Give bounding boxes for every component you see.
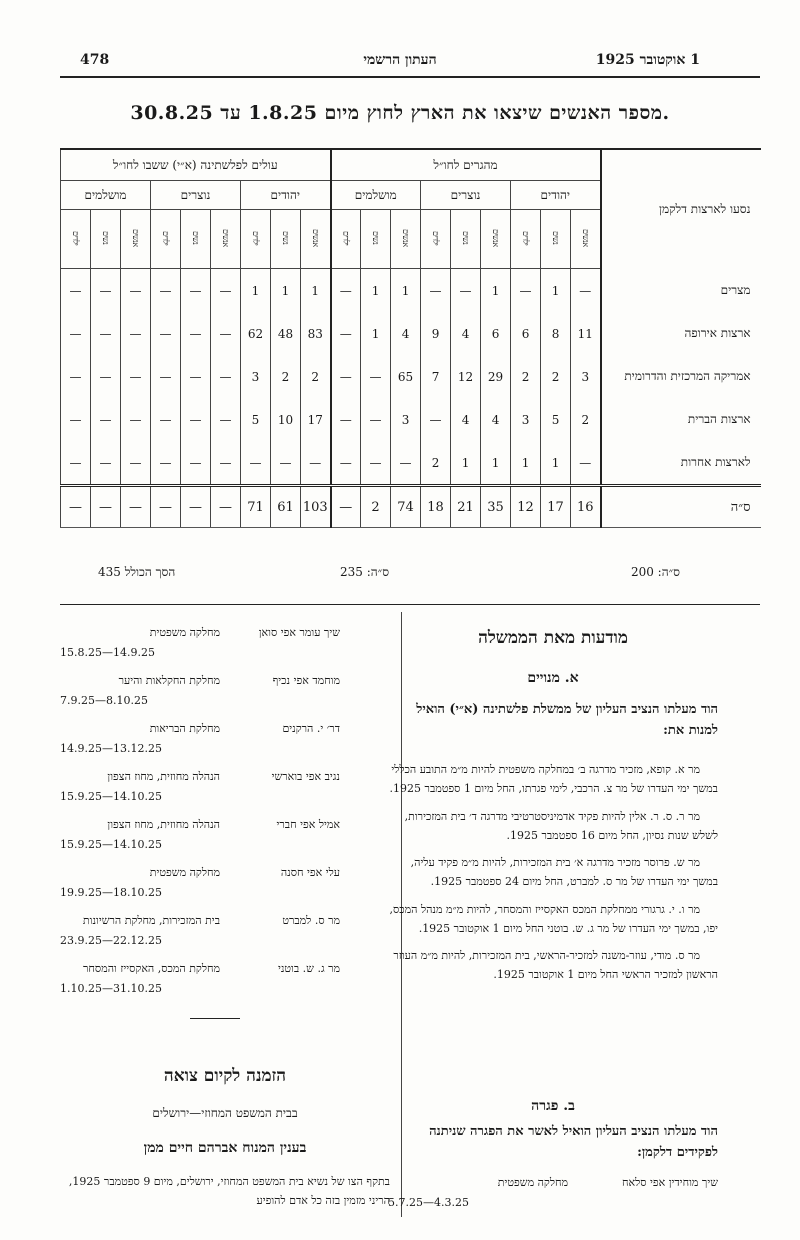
sub-header xyxy=(91,210,121,269)
table-cell: 61 xyxy=(271,486,301,528)
table-cell: 2 xyxy=(571,398,601,441)
table-row xyxy=(61,312,761,355)
sub-header-label: ילדים xyxy=(431,230,441,246)
total-emigrants: ס״ה: 200 xyxy=(630,565,680,579)
religion-header: יהודים xyxy=(511,181,601,210)
table-cell: 4 xyxy=(451,398,481,441)
leave-intro: הוד מעלתו הנציב העליון הואיל לאשר את הפגרה שניתנה לפקידים דלקמן: xyxy=(429,1124,718,1160)
table-cell: 1 xyxy=(511,441,541,486)
table-cell: 48 xyxy=(271,312,301,355)
table-cell: — xyxy=(331,441,361,486)
table-title: מספר האנשים שיצאו את הארץ לחוץ מיום 1.8.25 עד 30.8.25. xyxy=(130,102,670,124)
leave-dates: 8.10.25—7.9.25 xyxy=(60,694,148,707)
table-cell: — xyxy=(211,312,241,355)
newspaper-name: העתון הרשמי xyxy=(363,52,437,68)
leave-dates: 14.10.25—15.9.25 xyxy=(60,790,162,803)
table-cell: 17 xyxy=(541,486,571,528)
table-cell: — xyxy=(271,441,301,486)
table-cell: — xyxy=(151,486,181,528)
leave-dept: בית המזכירות, מחלקת הרשיונות xyxy=(82,914,220,927)
table-cell: 10 xyxy=(271,398,301,441)
sub-header xyxy=(421,210,451,269)
table-cell: — xyxy=(211,355,241,398)
sub-header-label: ילדים xyxy=(341,230,351,246)
table-cell: — xyxy=(181,486,211,528)
table-cell: — xyxy=(61,269,91,313)
sub-header xyxy=(391,210,421,269)
table-cell: 8 xyxy=(541,312,571,355)
sub-header-label: ילדים xyxy=(521,230,531,246)
table-cell: — xyxy=(91,355,121,398)
leave-name: נגיב אפי בוארשי xyxy=(271,770,340,783)
leave-name: מר ס. למברט xyxy=(282,914,340,927)
short-divider xyxy=(190,1018,240,1019)
table-cell: — xyxy=(121,441,151,486)
leave-dept: מחלקה משפטית xyxy=(497,1176,568,1189)
table-cell: — xyxy=(151,441,181,486)
religion-header: מושלמים xyxy=(61,181,151,210)
summons-heading: הזמנה לקיום צואה xyxy=(163,1066,287,1086)
table-cell: 4 xyxy=(451,312,481,355)
leave-name: עלי אפי חסנה xyxy=(280,866,340,879)
table-cell: — xyxy=(331,398,361,441)
sub-header-label: אנשים xyxy=(580,229,590,247)
leave-dept: מחלקה משפטית xyxy=(149,866,220,879)
table-cell: — xyxy=(151,398,181,441)
table-cell: — xyxy=(361,355,391,398)
table-cell: 3 xyxy=(571,355,601,398)
table-cell: 1 xyxy=(271,269,301,313)
sub-header xyxy=(271,210,301,269)
leave-name: מוחמד אפי נכיף xyxy=(272,674,340,687)
sub-header xyxy=(481,210,511,269)
table-cell: — xyxy=(61,486,91,528)
sub-header-label: נשים xyxy=(551,231,561,245)
table-cell: — xyxy=(181,398,211,441)
table-cell: — xyxy=(61,355,91,398)
leave-name: שיך מוחידין אפי סלאח xyxy=(621,1176,718,1189)
group-emigrants: מהגרים לחו״ל xyxy=(331,149,601,181)
table-cell: 18 xyxy=(421,486,451,528)
table-cell: — xyxy=(301,441,331,486)
table-cell: 74 xyxy=(391,486,421,528)
row-label: ס״ה xyxy=(601,486,761,528)
table-cell: 1 xyxy=(481,441,511,486)
table-cell: 2 xyxy=(541,355,571,398)
sub-header-label: נשים xyxy=(101,231,110,245)
table-cell: 103 xyxy=(301,486,331,528)
leave-dates: 18.10.25—19.9.25 xyxy=(60,886,162,899)
table-cell: — xyxy=(91,312,121,355)
table-cell: — xyxy=(331,312,361,355)
sub-header-label: ילדים xyxy=(71,230,80,246)
table-cell: 3 xyxy=(241,355,271,398)
row-label: לארצות אחרות xyxy=(601,441,761,486)
table-cell: 1 xyxy=(541,441,571,486)
table-cell: 17 xyxy=(301,398,331,441)
religion-header: יהודים xyxy=(241,181,331,210)
table-cell: — xyxy=(571,441,601,486)
sub-header-label: אנשים xyxy=(491,229,501,247)
header-rule xyxy=(60,76,760,78)
table-cell: 3 xyxy=(511,398,541,441)
section-b-heading: ב. פגרה xyxy=(531,1098,575,1114)
religion-header: נוצרים xyxy=(151,181,241,210)
leave-entry xyxy=(60,674,340,718)
appointments-intro: הוד מעלתו הנציב העליון של ממשלת פלשתינה (א״י) הואיל למנות את: xyxy=(416,702,718,738)
religion-header: נוצרים xyxy=(421,181,511,210)
table-cell: — xyxy=(211,486,241,528)
table-cell: — xyxy=(91,398,121,441)
table-cell: 6 xyxy=(481,312,511,355)
religion-header: מושלמים xyxy=(331,181,421,210)
table-cell: — xyxy=(181,441,211,486)
table-cell: — xyxy=(361,398,391,441)
issue-date: 1 אוקטובר 1925 xyxy=(595,52,700,68)
table-cell: — xyxy=(211,398,241,441)
sub-header xyxy=(301,210,331,269)
table-cell: 1 xyxy=(361,312,391,355)
sub-header-label: אנשים xyxy=(221,229,230,247)
sub-header xyxy=(241,210,271,269)
table-cell: 3 xyxy=(391,398,421,441)
sub-header xyxy=(211,210,241,269)
table-cell: — xyxy=(121,355,151,398)
table-cell: — xyxy=(121,269,151,313)
table-cell: 2 xyxy=(301,355,331,398)
table-cell: 62 xyxy=(241,312,271,355)
table-cell: — xyxy=(241,441,271,486)
table-cell: — xyxy=(91,486,121,528)
table-cell: — xyxy=(181,312,211,355)
leave-name: מר ג. ש. בוטני xyxy=(277,962,340,975)
table-cell: 21 xyxy=(451,486,481,528)
table-cell: 29 xyxy=(481,355,511,398)
leave-dates: 22.12.25—23.9.25 xyxy=(60,934,162,947)
table-cell: — xyxy=(61,312,91,355)
row-label: מצרים xyxy=(601,269,761,313)
total-residents: ס״ה: 235 xyxy=(340,565,390,579)
table-cell: 4 xyxy=(391,312,421,355)
table-cell: — xyxy=(151,312,181,355)
table-cell: — xyxy=(181,269,211,313)
first-leave-entry xyxy=(388,1176,718,1216)
table-row xyxy=(61,398,761,441)
table-cell: 4 xyxy=(481,398,511,441)
sub-header xyxy=(511,210,541,269)
table-cell: 2 xyxy=(511,355,541,398)
sub-header xyxy=(541,210,571,269)
table-cell: 65 xyxy=(391,355,421,398)
table-cell: 1 xyxy=(541,269,571,313)
leave-name: שיך עומר אפי סואן xyxy=(258,626,340,639)
row-label: ארצות הברית xyxy=(601,398,761,441)
table-cell: — xyxy=(61,398,91,441)
table-cell: 1 xyxy=(451,441,481,486)
table-cell: — xyxy=(331,486,361,528)
table-cell: 1 xyxy=(241,269,271,313)
gov-heading: מודעות מאת הממשלה xyxy=(478,628,628,648)
table-cell: 1 xyxy=(391,269,421,313)
table-cell: 71 xyxy=(241,486,271,528)
table-cell: — xyxy=(121,312,151,355)
table-cell: — xyxy=(571,269,601,313)
leave-entry xyxy=(60,722,340,766)
table-cell: — xyxy=(61,441,91,486)
table-row xyxy=(61,486,761,528)
table-cell: 11 xyxy=(571,312,601,355)
table-cell: — xyxy=(211,269,241,313)
sub-header-label: נשים xyxy=(281,231,290,245)
table-cell: 9 xyxy=(421,312,451,355)
section-rule xyxy=(60,604,760,605)
table-cell: — xyxy=(91,441,121,486)
leave-entry xyxy=(60,626,340,670)
leave-entry xyxy=(60,770,340,814)
leave-dept: מחלקת הבריאות xyxy=(149,722,220,735)
sub-header-label: נשים xyxy=(371,231,381,245)
sub-header-label: נשים xyxy=(191,231,200,245)
table-cell: 12 xyxy=(451,355,481,398)
leave-dates: 13.12.25—14.9.25 xyxy=(60,742,162,755)
table-cell: 7 xyxy=(421,355,451,398)
table-cell: — xyxy=(331,355,361,398)
group-residents: עולים לפלשתינה (א״י) ששבו לחו״ל xyxy=(61,149,331,181)
leave-dates: 14.9.25—15.8.25 xyxy=(60,646,155,659)
grand-total: הסך הכולל 435 xyxy=(98,565,176,579)
sub-header xyxy=(451,210,481,269)
section-a-heading: א. מנויים xyxy=(527,670,579,686)
table-row xyxy=(61,269,761,313)
sub-header-label: ילדים xyxy=(251,230,260,246)
table-row xyxy=(61,441,761,486)
table-cell: 1 xyxy=(301,269,331,313)
sub-header-label: אנשים xyxy=(401,229,411,247)
sub-header-label: אנשים xyxy=(310,229,320,247)
appointment-para: מר ר. ס. ר. אלין להיות פקיד אדמיניסטרטיבי מדרגה ד׳ בית המזכירות, לשלש שנות נסיון, החל מיום 16 ספטמבר 1925. xyxy=(404,809,718,842)
table-row xyxy=(61,355,761,398)
table-cell: — xyxy=(151,269,181,313)
leave-entry xyxy=(60,914,340,958)
appointment-para: מר א. קופא, מזכיר מדרגה ב׳ במחלקה משפטית להיות מ״מ התובע הכללי במשך ימי העדרו של מר צ. הרכבי, לימי פגרתו, החל מיום 1 ספטמבר 1925. xyxy=(389,763,718,796)
table-cell: 2 xyxy=(271,355,301,398)
table-cell: — xyxy=(121,486,151,528)
appointment-para: מר ו. י. גרגורי ממחלקת המכס האקסייז והמסחר, להיות מ״מ מנהל המכס, יפו, במשך ימי העדרו של מר ג. ש. בוטני החל מיום 1 אוקטובר 1925. xyxy=(389,902,718,935)
sub-header xyxy=(361,210,391,269)
summons-matter: בענין המנוח אברהם חיים ממן xyxy=(143,1140,307,1156)
table-cell: — xyxy=(511,269,541,313)
emigration-table xyxy=(60,148,761,528)
table-cell: — xyxy=(181,355,211,398)
table-cell: 2 xyxy=(361,486,391,528)
row-label: ארצות אירופה xyxy=(601,312,761,355)
table-cell: — xyxy=(421,398,451,441)
leave-dept: הנהלה מחוזית, מחוז הצפון xyxy=(107,770,220,783)
leave-name: דר׳ י. הרקנים xyxy=(282,722,340,735)
appointment-para: מר ש. פרוסר מזכיר מדרגה א׳ בית המזכירות, להיות מ״מ פקיד עליה, במשך ימי העדרו של מר ס. למברט, החל מיום 24 ספטמבר 1925. xyxy=(410,856,718,889)
sub-header xyxy=(151,210,181,269)
leave-dept: מחלקה משפטית xyxy=(149,626,220,639)
sub-header xyxy=(571,210,601,269)
row-label: אמריקה המרכזית והדרומית xyxy=(601,355,761,398)
table-cell: 5 xyxy=(241,398,271,441)
sub-header xyxy=(331,210,361,269)
table-cell: 5 xyxy=(541,398,571,441)
table-cell: 16 xyxy=(571,486,601,528)
table-cell: — xyxy=(421,269,451,313)
table-cell: — xyxy=(361,441,391,486)
table-cell: — xyxy=(451,269,481,313)
table-cell: 1 xyxy=(361,269,391,313)
sub-header-label: נשים xyxy=(461,231,471,245)
table-cell: — xyxy=(91,269,121,313)
leave-dates: 31.10.25—1.10.25 xyxy=(60,982,162,995)
summons-text: בתקף הצו של נשיא בית המשפט המחוזי, ירושלים, מיום 9 ספטמבר 1925, הריני מזמין בזה כל אדם להופיע xyxy=(68,1175,390,1208)
sub-header xyxy=(121,210,151,269)
leave-dept: מחלקת המכס, האקסייז והמסחר xyxy=(83,962,220,975)
table-cell: 35 xyxy=(481,486,511,528)
appointments-list xyxy=(388,760,718,985)
leave-entry xyxy=(60,818,340,862)
table-cell: — xyxy=(151,355,181,398)
page-number: 478 xyxy=(80,52,110,68)
leave-dates: 4.3.25—5.7.25 xyxy=(388,1196,469,1209)
leave-dept: הנהלה מחוזית, מחוז הצפון xyxy=(107,818,220,831)
table-cell: 12 xyxy=(511,486,541,528)
leave-entry xyxy=(60,962,340,1006)
leave-entry xyxy=(60,866,340,910)
table-cell: — xyxy=(211,441,241,486)
row-header: נסעו לארצות דלקמן xyxy=(601,149,761,269)
table-cell: 2 xyxy=(421,441,451,486)
table-cell: — xyxy=(121,398,151,441)
table-cell: 83 xyxy=(301,312,331,355)
leave-dates: 14.10.25—15.9.25 xyxy=(60,838,162,851)
sub-header xyxy=(61,210,91,269)
sub-header-label: ילדים xyxy=(161,230,170,246)
appointment-para: מר ס. מודי, עוזר-משנה למזכיר-הראשי, בית המזכירות, להיות מ״מ העוזר הראשון למזכיר הראשי החל מיום 1 אוקטובר 1925. xyxy=(393,949,718,982)
leave-dept: מחלקת החקלאות והיער xyxy=(118,674,220,687)
leave-name: אמיל אפי חברי xyxy=(276,818,340,831)
table-cell: — xyxy=(331,269,361,313)
sub-header xyxy=(181,210,211,269)
table-cell: 1 xyxy=(481,269,511,313)
sub-header-label: אנשים xyxy=(131,229,140,247)
table-cell: — xyxy=(391,441,421,486)
table-cell: 6 xyxy=(511,312,541,355)
summons-court: בבית המשפט המחוזי—ירושלים xyxy=(152,1106,298,1120)
